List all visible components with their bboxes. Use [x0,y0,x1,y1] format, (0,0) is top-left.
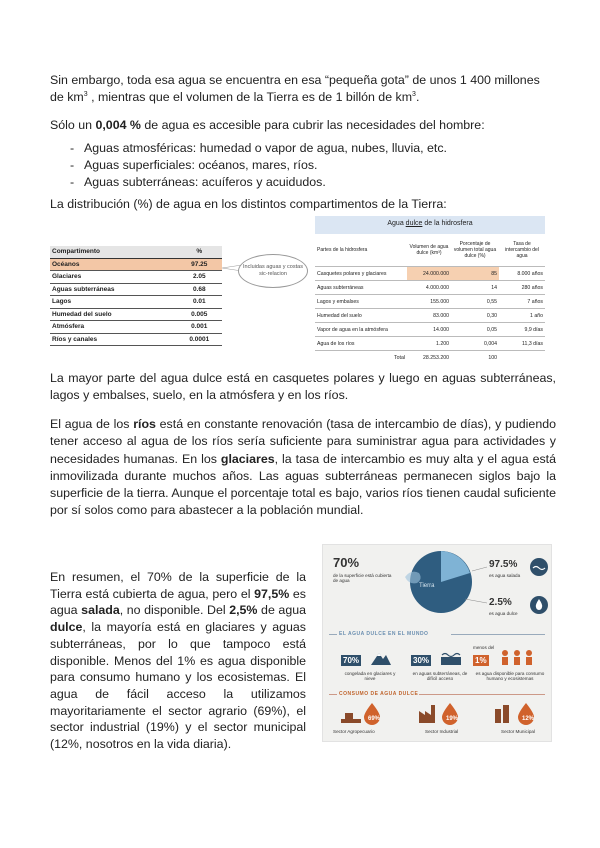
table-header-row: Partes de la hidrosfera Volumen de agua dulce (km³) Porcentaje de volumen total agua dulce (%) Tasa de intercambio del agua [315,234,545,267]
agriculture-label: Sector Agropecuario [333,729,375,734]
table-row: Casquetes polares y glaciares 24.000.000 85 8.000 años [315,267,545,281]
stat-70-text: de la superficie está cubierta de agua [333,573,392,583]
svg-text:19%: 19% [446,716,459,722]
svg-text:Tierra: Tierra [419,583,435,589]
paragraph-rivers-glaciers: El agua de los ríos está en constante renovación (tasa de intercambio de días), y pudiendo tener acceso al agua de los ríos sería suficiente para suministrar agua para actividades y necesidades humanas. En los glaciares, la tasa de intercambio es muy alta y el agua está inmovilizada durante muchos años. Las aguas subterráneas permanecen siglos bajo la superficie de la tierra. Aunque el porcentaje total es bajo, varios ríos tienen caudal suficiente por sí solos como para abastecer a la población mundial. [50,417,556,518]
callout-bubble: Incluidas aguas y costas sic-relacion [238,254,308,288]
stat-2-5-percent: 2.5% [489,597,512,608]
fresh-water-table-title: Agua dulce de la hidrosfera [315,216,545,234]
paragraph-accessible-water: Sólo un 0,004 % de agua es accesible para cubrir las necesidades del hombre: [50,118,485,132]
list-item: - Aguas atmosféricas: humedad o vapor de agua, nubes, lluvia, etc. [62,140,568,157]
list-item: - Aguas superficiales: océanos, mares, ríos. [62,157,568,174]
stat-1-prefix: menos del [473,645,495,650]
table-row: Glaciares 2.05 [50,271,222,284]
stat-box-30: 30% [413,656,430,665]
water-infographic [322,544,552,742]
underground-water-icon [439,647,463,667]
water-types-list [62,140,568,191]
stat-30-caption: en aguas subterráneas, de difícil acceso [412,671,468,681]
paragraph-summary: En resumen, el 70% de la superficie de la Tierra está cubierta de agua, pero el 97,5% es agua salada, no disponible. Del 2,5% de agua dulce, la mayoría está en glaciares y aguas subterráneas, por lo que tampoco está disponible. Menos del 1% es agua disponible para consumo humano y los ecosistemas. El agua de fácil acceso la utilizamos mayoritariamente el sector agrario (69%), el sector industrial (19%) y el sector municipal (12%, nosotros en la vida diaria). [50,570,306,752]
table-row: Aguas subterráneas 0.68 [50,283,222,296]
table-row: Atmósfera 0.001 [50,321,222,334]
agriculture-icon [339,701,385,727]
stat-70-caption: congelada en glaciares y nieve [344,671,396,681]
section-consumption: CONSUMO DE AGUA DULCE [339,691,419,697]
paragraph-earth-volume: Sin embargo, toda esa agua se encuentra en esa “pequeña gota” de unos 1 400 millones de $km^3$ , mientras que el volumen de la Tierra es de 1 billón de $km^3$. [50,73,540,104]
people-icon [499,647,539,667]
fresh-water-table [315,216,545,361]
stat-97-5-percent: 97.5% [489,559,518,570]
distribution-table [50,246,222,346]
waves-icon [529,557,549,577]
water-drop-icon [529,595,549,615]
table-row: Océanos 97.25 [50,258,222,271]
paragraph-distribution-intro: La distribución (%) de agua en los distintos compartimentos de la Tierra: [50,197,447,211]
stat-1-caption: es agua disponible para consumo humano y ecosistemas [475,671,545,681]
table-total-row: Total 28.253.200 100 [394,354,497,361]
table-row: Lagos y embalses 155.000 0,55 7 años [315,295,545,309]
table-row: Vapor de agua en la atmósfera 14.000 0,05 9,9 días [315,323,545,337]
svg-text:69%: 69% [368,716,381,722]
industry-label: Sector Industrial [425,729,459,734]
paragraph-fresh-water-location: La mayor parte del agua dulce está en casquetes polares y luego en aguas subterráneas, lagos y embalses, suelo, en la atmósfera y en los ríos. [50,371,556,402]
table-row: Agua de los ríos 1.200 0,004 11,3 días [315,337,545,351]
globe-pie-icon [395,549,487,615]
svg-text:12%: 12% [522,716,535,722]
municipal-icon [493,701,539,727]
stat-2-5-text: es agua dulce [489,611,518,616]
stat-box-70: 70% [343,656,360,665]
mountain-icon [369,647,393,667]
table-row: Aguas subterráneas 4.000.000 14 280 años [315,281,545,295]
stat-97-5-text: es agua salada [489,573,521,578]
table-row: Humedad del suelo 83.000 0,30 1 año [315,309,545,323]
industry-icon [417,701,463,727]
table-row: Humedad del suelo 0.005 [50,308,222,321]
stat-70-percent: 70% [333,555,360,570]
table-header-row: Compartimento % [50,246,222,258]
municipal-label: Sector Municipal [501,729,535,734]
list-item: - Aguas subterráneas: acuíferos y acuidudos. [62,174,568,191]
table-row: Ríos y canales 0.0001 [50,333,222,346]
stat-box-1: 1% [475,656,487,665]
table-row: Lagos 0.01 [50,296,222,309]
section-fresh-water: EL AGUA DULCE EN EL MUNDO [339,631,429,637]
